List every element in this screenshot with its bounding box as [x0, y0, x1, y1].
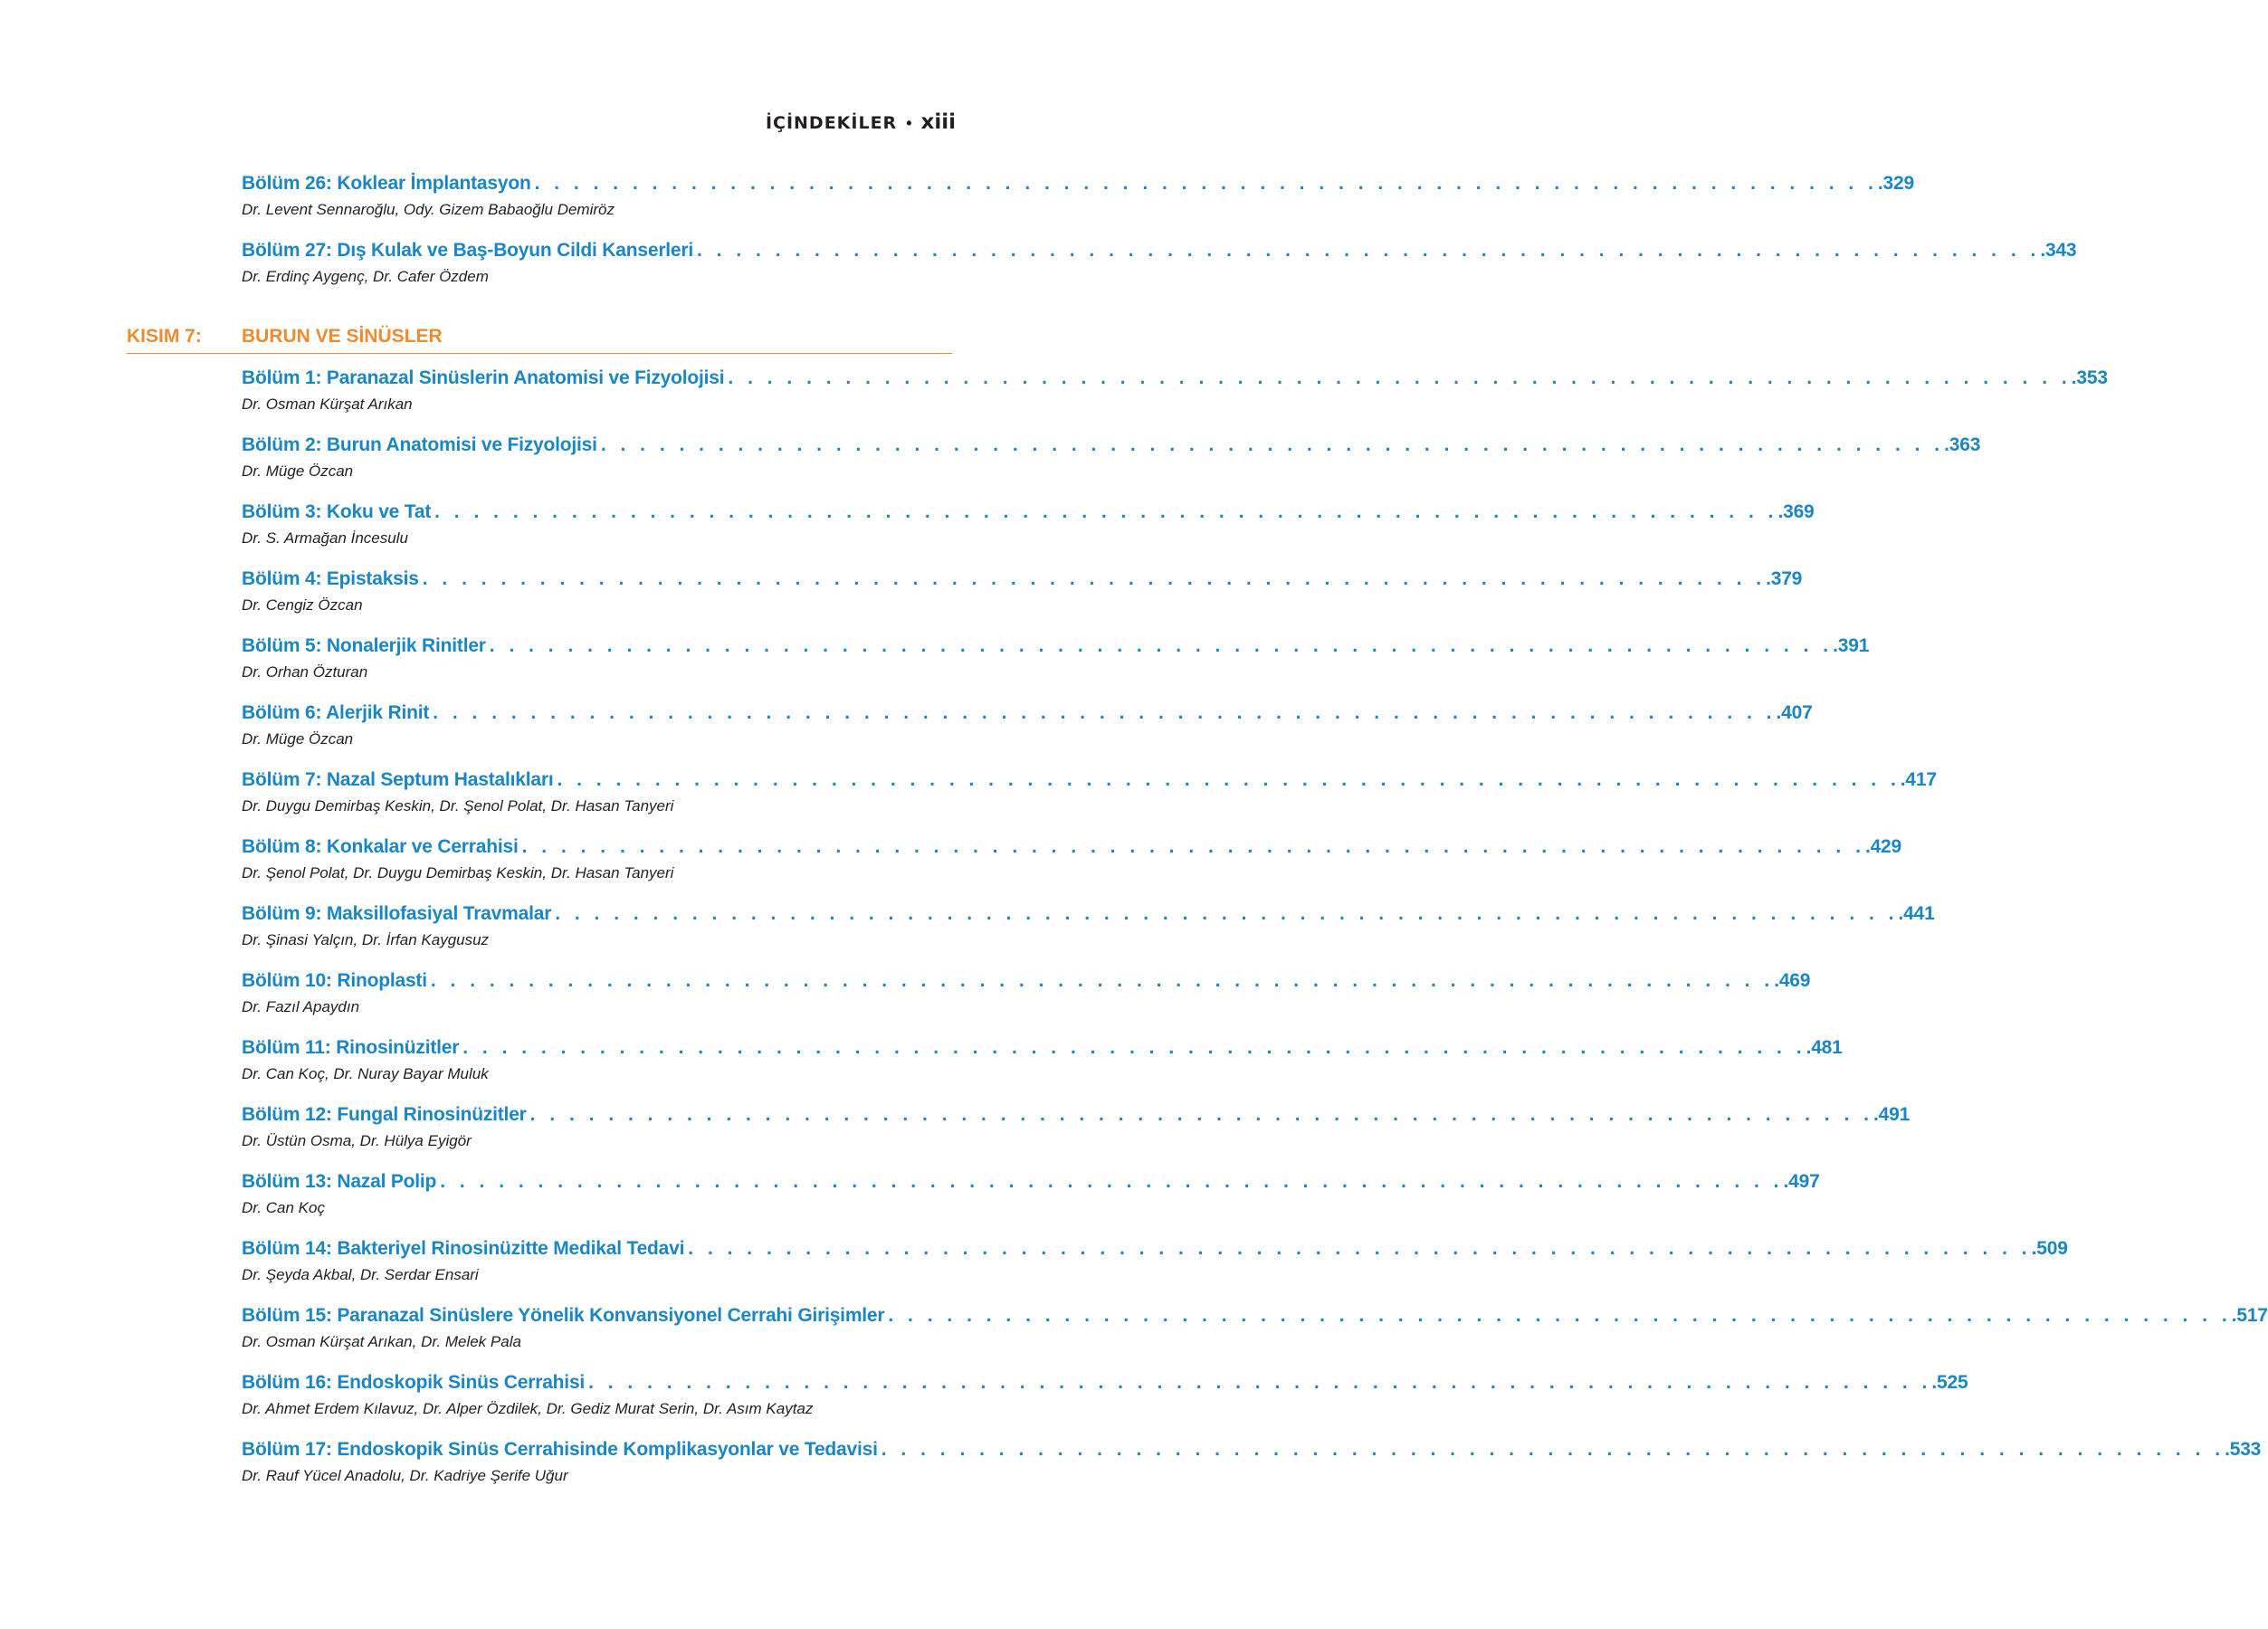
- leader-dots: . . . . . . . . . . . . . . . . . . . . . . . . . . . . . . . . . . . . . . . . . . . . . . . . . . . . . . . . . . . . . . . . . . . . .: [555, 903, 1899, 924]
- toc-entry-page[interactable]: .441: [1898, 903, 1935, 924]
- toc-entry-page[interactable]: .363: [1944, 434, 1981, 455]
- toc-entry-authors: Dr. S. Armağan İncesulu: [242, 529, 408, 547]
- toc-entry-title-line[interactable]: [242, 835, 1902, 859]
- toc-entry-title-line[interactable]: [242, 367, 2108, 390]
- toc-entry-page[interactable]: .329: [1877, 173, 1914, 194]
- toc-entry-title-line[interactable]: [242, 634, 1870, 658]
- toc-entry[interactable]: [242, 172, 1914, 220]
- toc-entry[interactable]: [242, 835, 1902, 883]
- toc-entry-title-line[interactable]: [242, 1371, 1968, 1395]
- toc-entry-title-line[interactable]: [242, 969, 1811, 993]
- toc-entry-page[interactable]: .509: [2031, 1238, 2068, 1259]
- toc-entry-title-line[interactable]: [242, 1438, 2262, 1462]
- toc-entry-authors: Dr. Orhan Özturan: [242, 663, 368, 681]
- toc-entry[interactable]: [242, 768, 1937, 816]
- toc-entry-page[interactable]: .379: [1766, 568, 1803, 589]
- toc-entry-title-line[interactable]: [242, 701, 1813, 725]
- toc-entry-authors: Dr. Levent Sennaroğlu, Ody. Gizem Babaoğlu Demiröz: [242, 201, 615, 218]
- toc-entry-page[interactable]: .407: [1776, 702, 1813, 723]
- toc-entry-title-line[interactable]: [242, 902, 1935, 926]
- toc-entry-authors: Dr. Duygu Demirbaş Keskin, Dr. Şenol Polat, Dr. Hasan Tanyeri: [242, 797, 674, 814]
- toc-entry-title-line[interactable]: [242, 567, 1803, 591]
- toc-entry-title[interactable]: Bölüm 12: Fungal Rinosinüzitler: [242, 1104, 527, 1125]
- toc-entry-title[interactable]: Bölüm 5: Nonalerjik Rinitler: [242, 635, 486, 656]
- toc-entry-title-line[interactable]: [242, 500, 1815, 524]
- toc-entry-title[interactable]: Bölüm 10: Rinoplasti: [242, 970, 427, 991]
- toc-entry-authors: Dr. Üstün Osma, Dr. Hülya Eyigör: [242, 1132, 472, 1149]
- toc-entry-page[interactable]: .369: [1777, 501, 1815, 522]
- toc-entry-title[interactable]: Bölüm 3: Koku ve Tat: [242, 501, 432, 522]
- toc-entry-title-line[interactable]: [242, 172, 1914, 195]
- toc-entry[interactable]: [242, 1438, 2262, 1486]
- toc-entry-title[interactable]: Bölüm 14: Bakteriyel Rinosinüzitte Medikal Tedavi: [242, 1238, 685, 1259]
- toc-entry-authors: Dr. Fazıl Apaydın: [242, 998, 360, 1015]
- toc-entry-authors: Dr. Can Koç, Dr. Nuray Bayar Muluk: [242, 1065, 489, 1082]
- running-head: [766, 110, 956, 134]
- toc-entry-page[interactable]: .497: [1783, 1171, 1820, 1192]
- toc-entry-page[interactable]: .417: [1900, 769, 1937, 790]
- toc-entry-authors: Dr. Osman Kürşat Arıkan: [242, 395, 413, 413]
- toc-entry-title-line[interactable]: [242, 1304, 2268, 1328]
- toc-entry[interactable]: [242, 1036, 1843, 1084]
- toc-entry[interactable]: [242, 500, 1815, 548]
- toc-entry-title[interactable]: Bölüm 16: Endoskopik Sinüs Cerrahisi: [242, 1372, 586, 1393]
- toc-entry-authors: Dr. Müge Özcan: [242, 730, 354, 748]
- toc-entry-authors: Dr. Ahmet Erdem Kılavuz, Dr. Alper Özdilek, Dr. Gediz Murat Serin, Dr. Asım Kaytaz: [242, 1400, 814, 1417]
- toc-entry-authors: Dr. Şenol Polat, Dr. Duygu Demirbaş Keskin, Dr. Hasan Tanyeri: [242, 864, 674, 881]
- leader-dots: . . . . . . . . . . . . . . . . . . . . . . . . . . . . . . . . . . . . . . . . . . . . . . . . . . . . . . . . . . . . . . . . . . . . .: [430, 970, 1775, 991]
- leader-dots: . . . . . . . . . . . . . . . . . . . . . . . . . . . . . . . . . . . . . . . . . . . . . . . . . . . . . . . . . . . . . . . . . . . . .: [888, 1305, 2232, 1326]
- toc-entry-title-line[interactable]: [242, 1103, 1911, 1127]
- toc-entry-authors: Dr. Şeyda Akbal, Dr. Serdar Ensari: [242, 1266, 479, 1283]
- toc-entry-title-line[interactable]: [242, 1237, 2068, 1261]
- leader-dots: . . . . . . . . . . . . . . . . . . . . . . . . . . . . . . . . . . . . . . . . . . . . . . . . . . . . . . . . . . . . . . . . . . . . .: [688, 1238, 2032, 1259]
- toc-entry-title-line[interactable]: [242, 768, 1937, 792]
- leader-dots: . . . . . . . . . . . . . . . . . . . . . . . . . . . . . . . . . . . . . . . . . . . . . . . . . . . . . . . . . . . . . . . . . . . . .: [521, 836, 1865, 857]
- leader-dots: . . . . . . . . . . . . . . . . . . . . . . . . . . . . . . . . . . . . . . . . . . . . . . . . . . . . . . . . . . . . . . . . . . . . .: [600, 434, 1945, 455]
- toc-entry-page[interactable]: .491: [1873, 1104, 1911, 1125]
- leader-dots: . . . . . . . . . . . . . . . . . . . . . . . . . . . . . . . . . . . . . . . . . . . . . . . . . . . . . . . . . . . . . . . . . . . . .: [434, 501, 1778, 522]
- leader-dots: . . . . . . . . . . . . . . . . . . . . . . . . . . . . . . . . . . . . . . . . . . . . . . . . . . . . . . . . . . . . . . . . . . . . .: [881, 1439, 2225, 1460]
- toc-entry-page[interactable]: .429: [1864, 836, 1902, 857]
- toc-entry-title[interactable]: Bölüm 9: Maksillofasiyal Travmalar: [242, 903, 552, 924]
- toc-entry[interactable]: [242, 567, 1803, 615]
- toc-entry-title[interactable]: Bölüm 4: Epistaksis: [242, 568, 419, 589]
- running-head-bullet: •: [906, 114, 912, 132]
- toc-entry[interactable]: [242, 433, 1981, 481]
- part-label: KISIM 7:: [127, 326, 202, 347]
- leader-dots: . . . . . . . . . . . . . . . . . . . . . . . . . . . . . . . . . . . . . . . . . . . . . . . . . . . . . . . . . . . . . . . . . . . . .: [440, 1171, 1784, 1192]
- toc-entry[interactable]: [242, 1103, 1911, 1151]
- toc-entry[interactable]: [242, 902, 1935, 950]
- running-head-page-number: xiii: [920, 110, 956, 134]
- toc-entry-title[interactable]: Bölüm 13: Nazal Polip: [242, 1171, 437, 1192]
- toc-entry[interactable]: [242, 701, 1813, 749]
- toc-entry-authors: Dr. Rauf Yücel Anadolu, Dr. Kadriye Şerife Uğur: [242, 1467, 568, 1484]
- toc-entry[interactable]: [242, 1304, 2268, 1352]
- toc-entry-title-line[interactable]: [242, 433, 1981, 457]
- toc-entry[interactable]: [242, 634, 1870, 682]
- toc-entry-authors: Dr. Cengiz Özcan: [242, 596, 363, 614]
- toc-entry-page[interactable]: .533: [2225, 1439, 2262, 1460]
- toc-entry-title[interactable]: Bölüm 26: Koklear İmplantasyon: [242, 173, 531, 194]
- toc-entry-page[interactable]: .469: [1774, 970, 1811, 991]
- leader-dots: . . . . . . . . . . . . . . . . . . . . . . . . . . . . . . . . . . . . . . . . . . . . . . . . . . . . . . . . . . . . . . . . . . . . .: [462, 1037, 1806, 1058]
- leader-dots: . . . . . . . . . . . . . . . . . . . . . . . . . . . . . . . . . . . . . . . . . . . . . . . . . . . . . . . . . . . . . . . . . . . . .: [534, 173, 1878, 194]
- toc-entry-authors: Dr. Osman Kürşat Arıkan, Dr. Melek Pala: [242, 1333, 521, 1350]
- toc-entry-authors: Dr. Can Koç: [242, 1199, 325, 1216]
- toc-entry-title[interactable]: Bölüm 7: Nazal Septum Hastalıkları: [242, 769, 554, 790]
- toc-entry-title[interactable]: Bölüm 11: Rinosinüzitler: [242, 1037, 460, 1058]
- toc-entry[interactable]: [242, 1170, 1820, 1218]
- toc-entry-title[interactable]: Bölüm 2: Burun Anatomisi ve Fizyolojisi: [242, 434, 597, 455]
- toc-entry-title[interactable]: Bölüm 6: Alerjik Rinit: [242, 702, 430, 723]
- toc-entry-title-line[interactable]: [242, 1036, 1843, 1060]
- part-title: BURUN VE SİNÜSLER: [242, 326, 443, 347]
- leader-dots: . . . . . . . . . . . . . . . . . . . . . . . . . . . . . . . . . . . . . . . . . . . . . . . . . . . . . . . . . . . . . . . . . . . . .: [697, 240, 2041, 261]
- toc-entry[interactable]: [242, 367, 2108, 414]
- leader-dots: . . . . . . . . . . . . . . . . . . . . . . . . . . . . . . . . . . . . . . . . . . . . . . . . . . . . . . . . . . . . . . . . . . . . .: [588, 1372, 1932, 1393]
- leader-dots: . . . . . . . . . . . . . . . . . . . . . . . . . . . . . . . . . . . . . . . . . . . . . . . . . . . . . . . . . . . . . . . . . . . . .: [557, 769, 1901, 790]
- toc-entry[interactable]: [242, 969, 1811, 1017]
- leader-dots: . . . . . . . . . . . . . . . . . . . . . . . . . . . . . . . . . . . . . . . . . . . . . . . . . . . . . . . . . . . . . . . . . . . . .: [489, 635, 1834, 656]
- part-heading: [127, 322, 952, 354]
- toc-entry[interactable]: [242, 239, 2077, 287]
- toc-entry-page[interactable]: .517: [2231, 1305, 2268, 1326]
- toc-entry-title[interactable]: Bölüm 27: Dış Kulak ve Baş-Boyun Cildi Kanserleri: [242, 240, 694, 261]
- toc-entry-page[interactable]: .353: [2071, 367, 2108, 388]
- toc-entry-authors: Dr. Erdinç Aygenç, Dr. Cafer Özdem: [242, 268, 489, 285]
- toc-entry-page[interactable]: .481: [1806, 1037, 1843, 1058]
- toc-entry-title-line[interactable]: [242, 1170, 1820, 1194]
- leader-dots: . . . . . . . . . . . . . . . . . . . . . . . . . . . . . . . . . . . . . . . . . . . . . . . . . . . . . . . . . . . . . . . . . . . . .: [728, 367, 2072, 388]
- toc-entry-page[interactable]: .391: [1833, 635, 1870, 656]
- running-head-label: İÇİNDEKİLER: [765, 113, 898, 133]
- toc-entry-authors: Dr. Müge Özcan: [242, 462, 354, 480]
- toc-entry-page[interactable]: .343: [2040, 240, 2077, 261]
- toc-entry-authors: Dr. Şinasi Yalçın, Dr. İrfan Kaygusuz: [242, 931, 490, 948]
- toc-entry[interactable]: [242, 1371, 1968, 1419]
- leader-dots: . . . . . . . . . . . . . . . . . . . . . . . . . . . . . . . . . . . . . . . . . . . . . . . . . . . . . . . . . . . . . . . . . . . . .: [529, 1104, 1873, 1125]
- toc-entry-title[interactable]: Bölüm 17: Endoskopik Sinüs Cerrahisinde Komplikasyonlar ve Tedavisi: [242, 1439, 878, 1460]
- toc-entry-page[interactable]: .525: [1931, 1372, 1968, 1393]
- toc-entry-title-line[interactable]: [242, 239, 2077, 262]
- toc-entry-title[interactable]: Bölüm 1: Paranazal Sinüslerin Anatomisi ve Fizyolojisi: [242, 367, 725, 388]
- toc-entry-title[interactable]: Bölüm 15: Paranazal Sinüslere Yönelik Konvansiyonel Cerrahi Girişimler: [242, 1305, 885, 1326]
- leader-dots: . . . . . . . . . . . . . . . . . . . . . . . . . . . . . . . . . . . . . . . . . . . . . . . . . . . . . . . . . . . . . . . . . . . . .: [422, 568, 1767, 589]
- leader-dots: . . . . . . . . . . . . . . . . . . . . . . . . . . . . . . . . . . . . . . . . . . . . . . . . . . . . . . . . . . . . . . . . . . . . .: [433, 702, 1777, 723]
- toc-entry[interactable]: [242, 1237, 2068, 1285]
- toc-entry-title[interactable]: Bölüm 8: Konkalar ve Cerrahisi: [242, 836, 519, 857]
